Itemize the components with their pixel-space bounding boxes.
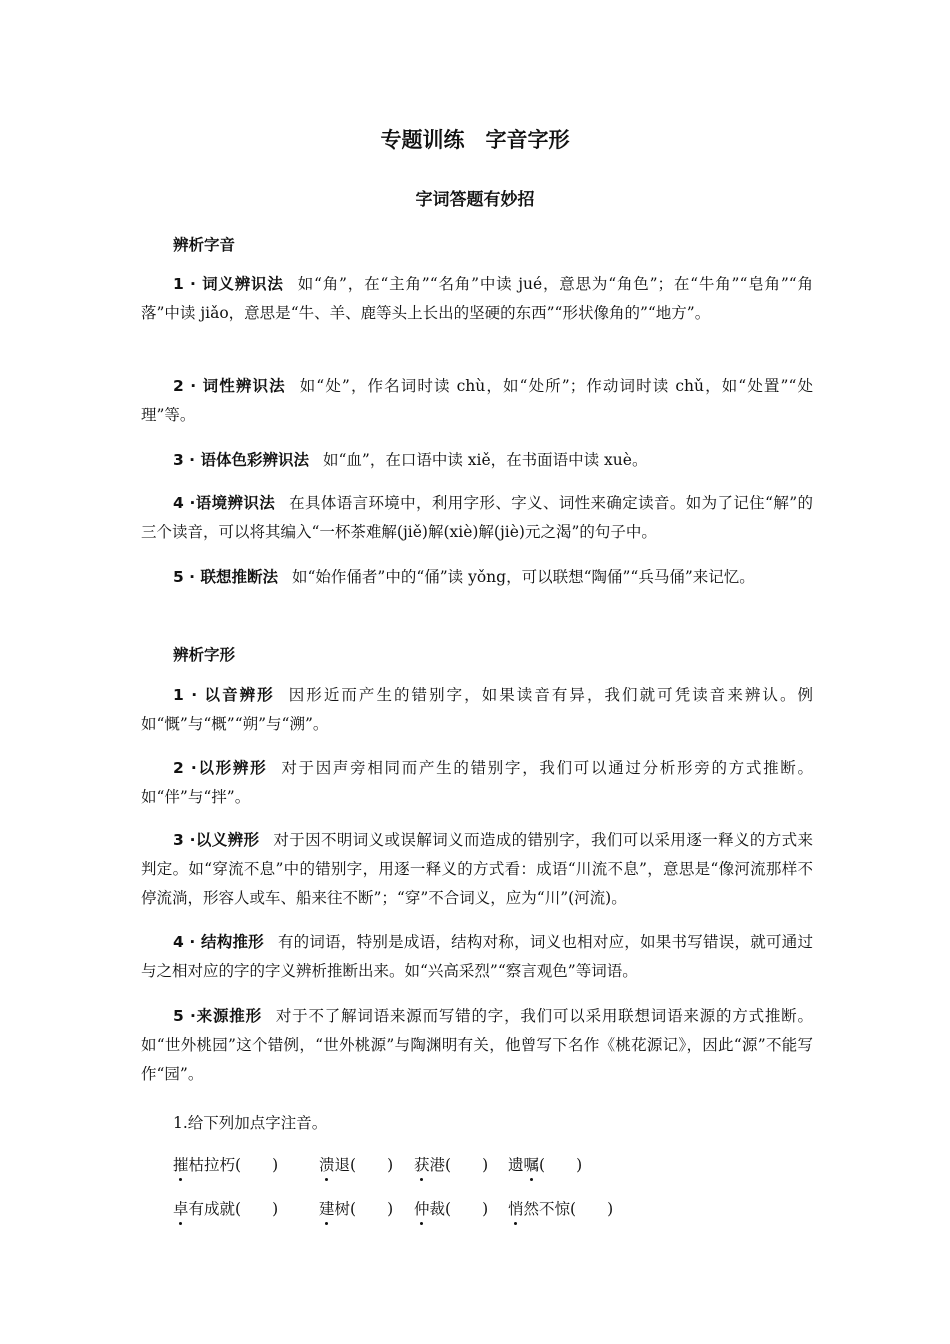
glyph-method-2 bbox=[141, 754, 813, 812]
pronunciation-method-1 bbox=[141, 270, 813, 328]
glyph-method-4 bbox=[141, 928, 813, 986]
exercise-row-1 bbox=[173, 1153, 813, 1179]
method-label: 1 · 词义辨识法 bbox=[173, 275, 284, 293]
method-text: 对于因声旁相同而产生的错别字，我们可以通过分析形旁的方式推断。如“伴”与“拌”。 bbox=[141, 759, 813, 806]
dotted-char: 溃 bbox=[319, 1153, 335, 1175]
exercise-item[interactable]: 建树( ) bbox=[319, 1197, 393, 1219]
exercise-item[interactable]: 摧枯拉朽( ) bbox=[173, 1153, 278, 1175]
glyph-method-5 bbox=[141, 1002, 813, 1089]
exercise-item[interactable]: 溃退( ) bbox=[319, 1153, 393, 1175]
pronunciation-method-3 bbox=[141, 446, 813, 475]
exercise-question: 1.给下列加点字注音。 bbox=[173, 1114, 328, 1132]
method-label: 5 ·来源推形 bbox=[173, 1007, 262, 1025]
method-label: 3 · 语体色彩辨识法 bbox=[173, 451, 309, 469]
dotted-char: 摧 bbox=[173, 1153, 189, 1175]
pronunciation-method-5 bbox=[141, 563, 813, 592]
pronunciation-method-2 bbox=[141, 372, 813, 430]
page-title: 专题训练 字音字形 bbox=[380, 128, 570, 152]
method-label: 1 · 以音辨形 bbox=[173, 686, 275, 704]
dotted-char: 仲 bbox=[414, 1197, 430, 1219]
method-text: 如“处”，作名词时读 chù，如“处所”；作动词时读 chǔ，如“处置”“处理”等。 bbox=[141, 377, 813, 424]
pronunciation-method-4 bbox=[141, 489, 813, 547]
method-label: 4 ·语境辨识法 bbox=[173, 494, 276, 512]
dotted-char: 建 bbox=[319, 1197, 335, 1219]
exercise-item[interactable]: 仲裁( ) bbox=[414, 1197, 488, 1219]
exercise-row-2 bbox=[173, 1197, 813, 1223]
method-text: 如“始作俑者”中的“俑”读 yǒng，可以联想“陶俑”“兵马俑”来记忆。 bbox=[291, 568, 755, 586]
dotted-char: 获 bbox=[414, 1153, 430, 1175]
method-text: 对于不了解词语来源而写错的字，我们可以采用联想词语来源的方式推断。如“世外桃园”这个错例，“世外桃源”与陶渊明有关，他曾写下名作《桃花源记》，因此“源”不能写作“园”。 bbox=[141, 1007, 813, 1083]
method-text: 如“血”，在口语中读 xiě，在书面语中读 xuè。 bbox=[322, 451, 648, 469]
section-heading-pronunciation: 辨析字音 bbox=[173, 236, 236, 254]
method-text: 有的词语，特别是成语，结构对称，词义也相对应，如果书写错误，就可通过与之相对应的字的字义辨析推断出来。如“兴高采烈”“察言观色”等词语。 bbox=[141, 933, 813, 980]
dotted-char: 卓 bbox=[173, 1197, 189, 1219]
glyph-method-3 bbox=[141, 826, 813, 913]
method-label: 3 ·以义辨形 bbox=[173, 831, 260, 849]
method-label: 4 · 结构推形 bbox=[173, 933, 264, 951]
dotted-char: 悄 bbox=[508, 1197, 524, 1219]
method-text: 因形近而产生的错别字，如果读音有异，我们就可凭读音来辨认。例如“慨”与“概”“朔”与“溯”。 bbox=[141, 686, 813, 733]
dotted-char: 嘱 bbox=[524, 1153, 540, 1175]
method-text: 对于因不明词义或误解词义而造成的错别字，我们可以采用逐一释义的方式来判定。如“穿流不息”中的错别字，用逐一释义的方式看：成语“川流不息”，意思是“像河流那样不停流淌，形容人或车、船来往不断”；“穿”不合词义，应为“川”(河流)。 bbox=[141, 831, 813, 907]
exercise-item[interactable]: 卓有成就( ) bbox=[173, 1197, 278, 1219]
method-label: 5 · 联想推断法 bbox=[173, 568, 278, 586]
glyph-method-1 bbox=[141, 681, 813, 739]
exercise-item[interactable]: 悄然不惊( ) bbox=[508, 1197, 613, 1219]
exercise-item[interactable]: 遗嘱( ) bbox=[508, 1153, 582, 1175]
method-text: 如“角”，在“主角”“名角”中读 jué，意思为“角色”；在“牛角”“皂角”“角落”中读 jiǎo，意思是“牛、羊、鹿等头上长出的坚硬的东西”“形状像角的”“地方”。 bbox=[141, 275, 814, 322]
method-label: 2 · 词性辨识法 bbox=[173, 377, 286, 395]
method-label: 2 ·以形辨形 bbox=[173, 759, 268, 777]
exercise-item[interactable]: 获港( ) bbox=[414, 1153, 488, 1175]
page-subtitle: 字词答题有妙招 bbox=[415, 190, 535, 210]
section-heading-glyph: 辨析字形 bbox=[173, 646, 236, 664]
method-text: 在具体语言环境中，利用字形、字义、词性来确定读音。如为了记住“解”的三个读音，可以将其编入“一杯茶难解(jiě)解(xiè)解(jiè)元之渴”的句子中。 bbox=[141, 494, 813, 541]
